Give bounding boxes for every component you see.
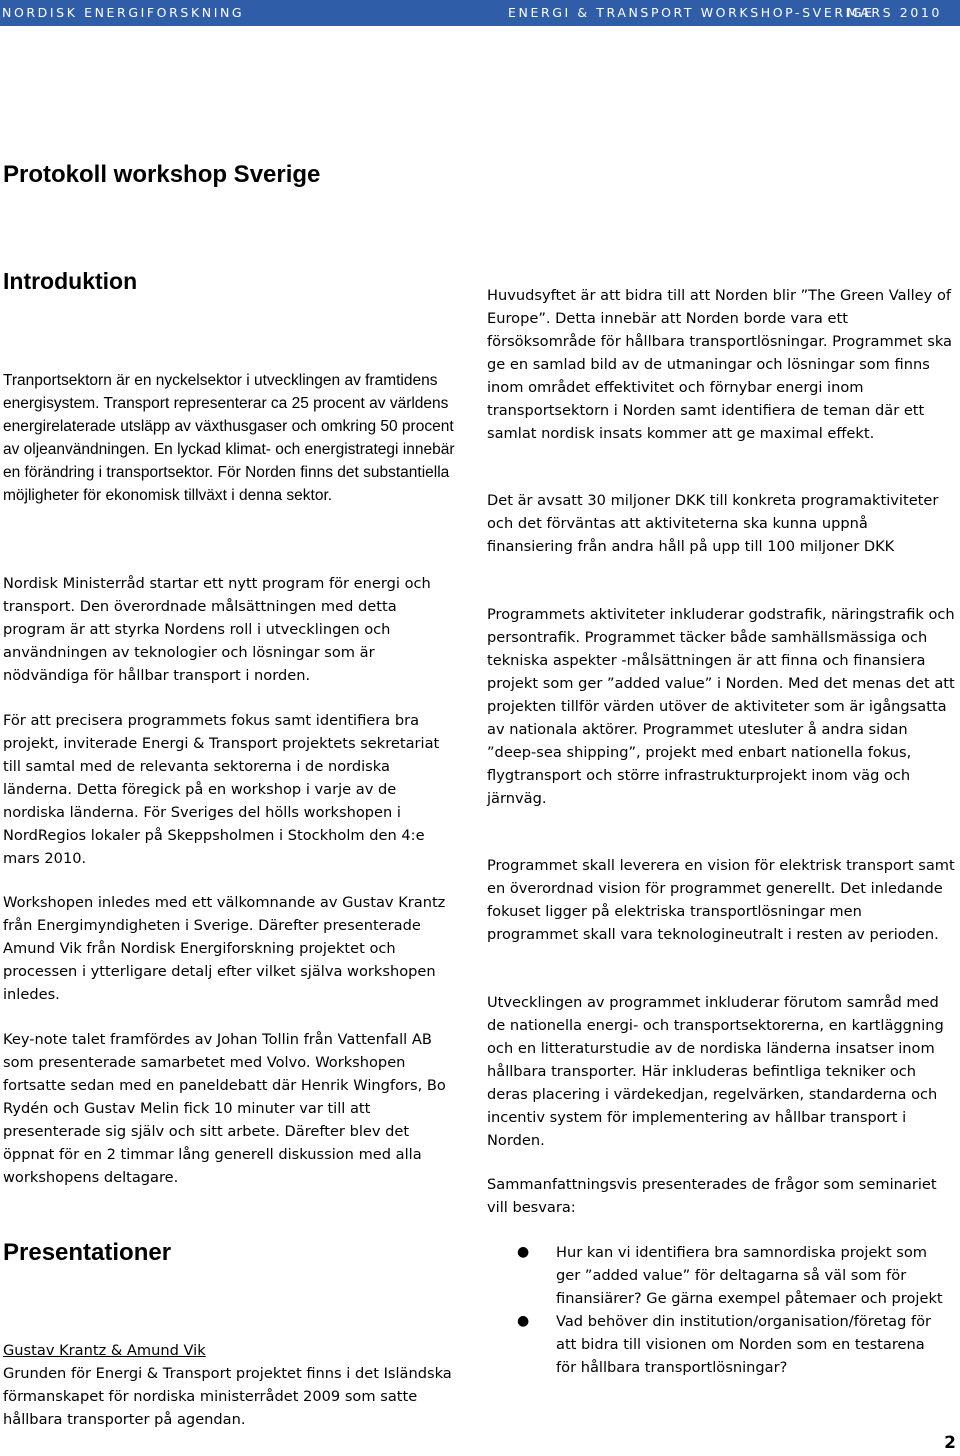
document-title: Protokoll workshop Sverige: [3, 161, 321, 188]
bullet-icon: ●: [517, 1313, 530, 1329]
presentations-speakers: Gustav Krantz & Amund Vik: [3, 1342, 206, 1359]
intro-heading: Introduktion: [3, 268, 138, 294]
right-paragraph-5: Utvecklingen av programmet inkluderar förutom samråd med de nationella energi- och transportsektorerna, en kartläggning och en litteraturstudie av de nordiska länderna insatser inom hållbara transporter. Här inkluderas befintliga tekniker och deras placering i värdekedjan, regelvärken, standarderna och incentiv system för implementering av hållbar transport i Norden.: [487, 994, 944, 1149]
page-number: 2: [944, 1433, 956, 1453]
question-list: [487, 1241, 947, 1379]
left-paragraph-2: Nordisk Ministerråd startar ett nytt program för energi och transport. Den överordnade målsättningen med detta program är att styrka Nordens roll i utvecklingen och användningen av teknologier och lösningar som är nödvändiga för hållbar transport i norden.: [3, 575, 431, 684]
right-paragraph-4: Programmet skall leverera en vision för elektrisk transport samt en överordnad vision för programmet generellt. Det inledande fokuset ligger på elektriska transportlösningar men programmet skall vara teknologineutralt i resten av perioden.: [487, 857, 955, 943]
right-paragraph-3: Programmets aktiviteter inkluderar godstrafik, näringstrafik och persontrafik. Programmet täcker både samhällsmässiga och tekniska aspekter -målsättningen är att finna och finansiera projekt som ger ”added value” i Norden. Med det menas det att projekten tillför värden utöver de aktiviteter som är igångsatta av nationala aktörer. Programmet utesluter å andra sidan ”deep-sea shipping”, projekt med enbart nationella fokus, flygtransport och större infrastrukturprojekt inom väg och järnväg.: [487, 606, 955, 807]
right-paragraph-2: Det är avsatt 30 miljoner DKK till konkreta programaktiviteter och det förväntas att aktiviteterna ska kunna uppnå finansiering från andra håll på upp till 100 miljoner DKK: [487, 492, 939, 555]
right-paragraph-1: Huvudsyftet är att bidra till att Norden blir ”The Green Valley of Europe”. Detta innebär att Norden borde vara ett försöksområde för hållbara transportlösningar. Programmet ska ge en samlad bild av de utmaningar och lösningar som finns inom området effektivitet och förnybar energi inom transportsektorn i Norden samt identifiera de teman där ett samlat nordisk insats kommer att ge maximal effekt.: [487, 287, 953, 442]
header-date-text: MARS 2010: [846, 5, 942, 20]
left-paragraph-4: Workshopen inledes med ett välkomnande av Gustav Krantz från Energimyndigheten i Sverige. Därefter presenterade Amund Vik från Nordisk Energiforskning projektet och processen i ytterligare detalj efter vilket själva workshopen inledes.: [3, 894, 446, 1003]
header-left-text: NORDISK ENERGIFORSKNING: [2, 5, 245, 20]
header-middle-text: ENERGI & TRANSPORT WORKSHOP-SVERIGE: [508, 5, 875, 20]
list-item-text: Hur kan vi identifiera bra samnordiska projekt som ger ”added value” för deltagarna så väl som för finansiärer? Ge gärna exempel påtemaer och projekt: [556, 1244, 943, 1307]
list-item: [487, 1241, 947, 1310]
presentations-heading: Presentationer: [3, 1239, 172, 1266]
list-item-text: Vad behöver din institution/organisation/företag för att bidra till visionen om Norden som en testarena för hållbara transportlösningar?: [556, 1313, 932, 1376]
left-paragraph-3: För att precisera programmets fokus samt identifiera bra projekt, inviterade Energi & Transport projektets sekretariat till samtal med de relevanta sektorerna i de nordiska länderna. Detta föregick på en workshop i varje av de nordiska länderna. För Sveriges del hölls workshopen i NordRegios lokaler på Skeppsholmen i Stockholm den 4:e mars 2010.: [3, 712, 440, 867]
right-paragraph-6: Sammanfattningsvis presenterades de frågor som seminariet vill besvara:: [487, 1176, 937, 1216]
header-band: [0, 0, 960, 26]
list-item: [487, 1310, 947, 1379]
presentations-text: Grunden för Energi & Transport projektet finns i det Isländska förmanskapet för nordiska ministerrådet 2009 som satte hållbara transporter på agendan.: [3, 1365, 452, 1428]
bullet-icon: ●: [517, 1244, 530, 1260]
left-paragraph-5: Key-note talet framfördes av Johan Tollin från Vattenfall AB som presenterade samarbetet med Volvo. Workshopen fortsatte sedan med en paneldebatt där Henrik Wingfors, Bo Rydén och Gustav Melin fick 10 minuter var till att presenterade sig själv och sitt arbete. Därefter blev det öppnat för en 2 timmar lång generell diskussion med alla workshopens deltagare.: [3, 1031, 446, 1186]
left-paragraph-1: Tranportsektorn är en nyckelsektor i utvecklingen av framtidens energisystem. Transport representerar ca 25 procent av världens energirelaterade utsläpp av växthusgaser och omkring 50 procent av oljeanvändningen. En lyckad klimat- och energistrategi innebär en förändring i transportsektor. För Norden finns det substantiella möjligheter för ekonomisk tillväxt i denna sektor.: [3, 372, 455, 504]
